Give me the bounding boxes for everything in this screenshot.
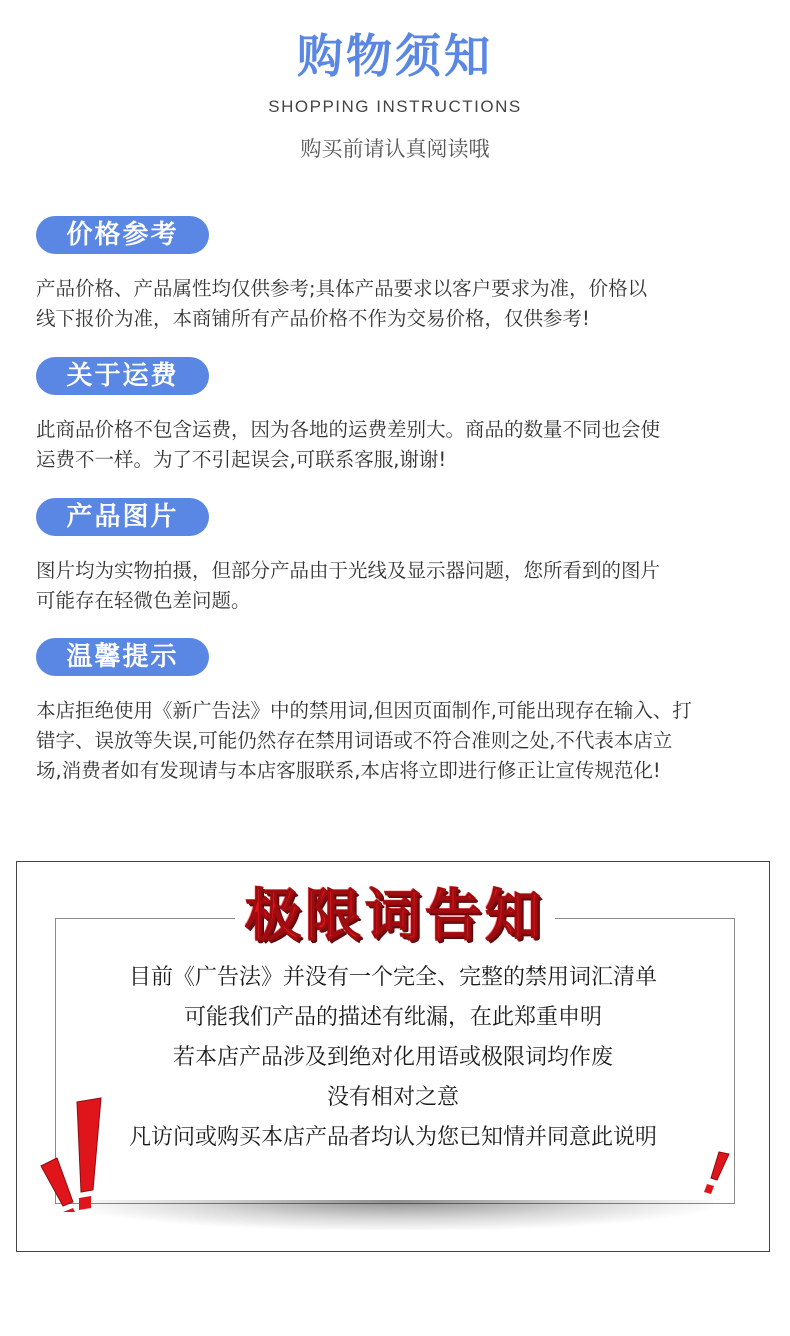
- extreme-words-notice: [16, 861, 770, 1252]
- section-heading-shipping: 关于运费: [36, 357, 209, 395]
- notice-title: 极限词告知: [245, 884, 545, 949]
- section-heading-images: 产品图片: [36, 498, 209, 536]
- section-text-shipping: 此商品价格不包含运费，因为各地的运费差别大。商品的数量不同也会使 运费不一样。为了不引起误会,可联系客服,谢谢!: [36, 418, 661, 471]
- exclamation-mark-right-icon: [699, 1150, 731, 1198]
- notice-line: 凡访问或购买本店产品者均认为您已知情并同意此说明: [128, 1125, 657, 1150]
- notice-line: 可能我们产品的描述有纰漏，在此郑重申明: [183, 1005, 602, 1030]
- section-text-images: 图片均为实物拍摄，但部分产品由于光线及显示器问题，您所看到的图片 可能存在轻微色差问题。: [36, 559, 661, 612]
- notice-lines: [77, 958, 709, 1158]
- notice-line: 若本店产品涉及到绝对化用语或极限词均作废: [172, 1045, 613, 1070]
- section-text-tips: 本店拒绝使用《新广告法》中的禁用词,但因页面制作,可能出现存在输入、打 错字、误放等失误,可能仍然存在禁用词语或不符合准则之处,不代表本店立 场,消费者如有发现请与本店客服联系,本店将立即进行修正让宣传规范化!: [36, 699, 692, 782]
- page-subtitle-english: SHOPPING INSTRUCTIONS: [268, 97, 522, 116]
- section-heading-price: 价格参考: [36, 216, 209, 254]
- page-title: 购物须知: [297, 29, 493, 83]
- notice-line: 没有相对之意: [326, 1085, 459, 1110]
- notice-line: 目前《广告法》并没有一个完全、完整的禁用词汇清单: [128, 965, 657, 990]
- section-heading-tips: 温馨提示: [36, 638, 209, 676]
- exclamation-marks-left-icon: [37, 1094, 117, 1212]
- notice-shadow: [77, 1200, 713, 1230]
- page-subtitle-chinese: 购买前请认真阅读哦: [300, 137, 490, 161]
- section-text-price: 产品价格、产品属性均仅供参考;具体产品要求以客户要求为准，价格以 线下报价为准，本商铺所有产品价格不作为交易价格，仅供参考!: [36, 277, 648, 330]
